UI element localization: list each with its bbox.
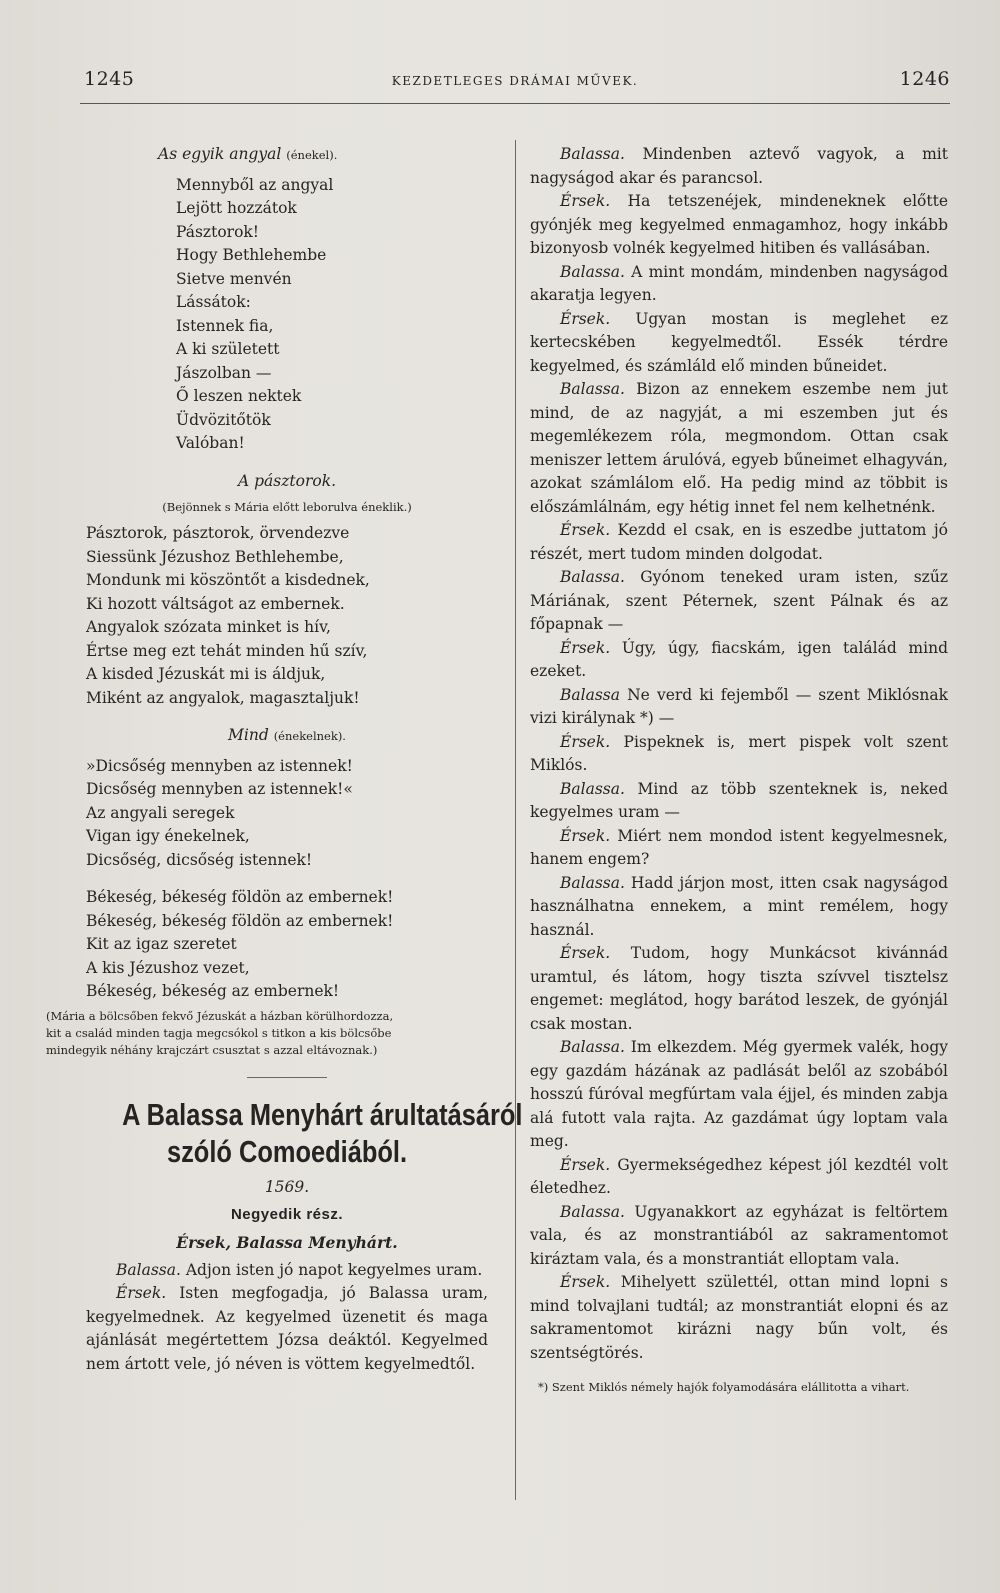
dialogue-paragraph bbox=[86, 1259, 488, 1283]
verse-line: Hogy Bethlehembe bbox=[176, 246, 327, 264]
all-verse-1 bbox=[86, 755, 488, 873]
dialogue-paragraph bbox=[530, 1036, 948, 1154]
verse-line: Ő leszen nektek bbox=[176, 387, 302, 405]
shepherds-direction: (Bejönnek s Mária előtt leborulva éneklik.) bbox=[162, 500, 412, 514]
speech-text: Ugyanakkort az egyházat is feltörtem vala, és az monstrantiából az sakramentomot kiráztam vala, és a monstrantiát elloptam vala. bbox=[530, 1202, 948, 1268]
dialogue-paragraph bbox=[530, 637, 948, 684]
speaker-name: Érsek. bbox=[560, 732, 611, 751]
speaker-name: Balassa. bbox=[560, 380, 625, 398]
verse-line: Angyalok szózata minket is hív, bbox=[86, 618, 331, 636]
part-heading: Negyedik rész. bbox=[230, 1206, 344, 1223]
speech-text: Im elkezdem. Még gyermek valék, hogy egy gazdám házának az padlását belől az szobából hosszú fúróval megfúrtam vala éjjel, és minden zabja alá futott vala rajta. Az gazdámat úgy loptam vala meg. bbox=[530, 1038, 948, 1150]
dialogue-paragraph bbox=[530, 942, 948, 1036]
speech-text: Ugyan mostan is meglehet ez kertecskében kegyelmedtől. Essék térdre kegyelmed, és számláld elő minden bűneidet. bbox=[530, 309, 948, 375]
dialogue-paragraph bbox=[530, 1201, 948, 1272]
left-column bbox=[46, 143, 523, 1376]
verse-line: Békeség, békeség az embernek! bbox=[86, 982, 340, 1000]
closing-direction bbox=[46, 1008, 488, 1059]
all-heading-line bbox=[86, 724, 488, 749]
verse-line: Az angyali seregek bbox=[86, 803, 235, 822]
dialogue-paragraph bbox=[530, 566, 948, 637]
section-rule bbox=[247, 1077, 327, 1078]
dialogue-paragraph bbox=[530, 778, 948, 825]
verse-line: A kis Jézushoz vezet, bbox=[86, 958, 250, 977]
dialogue-paragraph bbox=[530, 1154, 948, 1201]
dialogue-paragraph bbox=[530, 872, 948, 943]
verse-line: Békeség, békeség földön az embernek! bbox=[86, 888, 394, 906]
speaker-name: Balassa. bbox=[560, 145, 625, 163]
speaker-name: Balassa. bbox=[116, 1260, 181, 1279]
verse-line: Dicsőség mennyben az istennek!« bbox=[86, 780, 353, 798]
speech-text: Mindenben aztevő vagyok, a mit nagyságod akar és parancsol. bbox=[530, 145, 948, 187]
verse-line: Pásztorok! bbox=[176, 222, 260, 241]
dialogue-paragraph bbox=[86, 1282, 488, 1376]
verse-line: A ki született bbox=[176, 340, 280, 358]
speaker-name: Érsek. bbox=[560, 1155, 611, 1174]
verse-line: A kisded Jézuskát mi is áldjuk, bbox=[86, 665, 326, 683]
dialogue-paragraph bbox=[530, 261, 948, 308]
verse-line: »Dicsőség mennyben az istennek! bbox=[86, 756, 353, 775]
all-heading: Mind bbox=[228, 726, 269, 744]
dialogue-paragraph bbox=[530, 143, 948, 190]
verse-line: Értse meg ezt tehát minden hű szív, bbox=[86, 641, 368, 660]
speaker-name: Érsek. bbox=[560, 521, 611, 539]
direction-line: (Mária a bölcsőben fekvő Jézuskát a házban körülhordozza, bbox=[46, 1008, 394, 1023]
speaker-name: Balassa bbox=[560, 685, 620, 704]
angel-heading: As egyik angyal bbox=[158, 145, 282, 163]
cast-list: Érsek, Balassa Menyhárt. bbox=[176, 1233, 398, 1252]
verse-line: Ki hozott váltságot az embernek. bbox=[86, 594, 345, 613]
speaker-name: Balassa. bbox=[560, 1038, 625, 1056]
speech-text: Pispeknek is, mert pispek volt szent Miklós. bbox=[530, 732, 948, 774]
verse-line: Dicsőség, dicsőség istennek! bbox=[86, 850, 313, 869]
comedy-title-line-2: szóló Comoediából. bbox=[166, 1133, 408, 1169]
speech-text: Bizon az ennekem eszembe nem jut mind, de az nagyját, a mi eszemben jut és megemlékezem róla, megmondom. Ottan csak meniszer lettem árulóvá, egyeb bűneimet elhagyván, azokat számlálom elő. Ha pedig mind az többit is előszámlálnám, egy hétig innet fel nem kelhetnénk. bbox=[530, 380, 948, 516]
page-number-left: 1245 bbox=[84, 68, 135, 90]
verse-line: Sietve menvén bbox=[176, 269, 292, 288]
column-divider bbox=[515, 140, 516, 1500]
direction-line: mindegyik néhány krajczárt csusztat s azzal eltávoznak.) bbox=[46, 1042, 378, 1057]
verse-line: Siessünk Jézushoz Bethlehembe, bbox=[86, 547, 344, 566]
verse-line: Lássátok: bbox=[176, 293, 251, 311]
all-direction: (énekelnek). bbox=[273, 729, 346, 743]
dialogue-paragraph bbox=[530, 684, 948, 731]
speech-text: Úgy, úgy, fiacskám, igen találád mind ezeket. bbox=[530, 638, 948, 680]
dialogue-paragraph bbox=[530, 519, 948, 566]
page-number-right: 1246 bbox=[899, 68, 950, 90]
speech-text: Kezdd el csak, en is eszedbe juttatom jó részét, mert tudom minden dolgodat. bbox=[530, 521, 948, 563]
header-rule bbox=[80, 103, 950, 104]
speech-text: Miért nem mondod istent kegyelmesnek, hanem engem? bbox=[530, 826, 948, 868]
speech-text: Hadd járjon most, itten csak nagyságod használhatna ennekem, a mint remélem, hogy használ. bbox=[530, 873, 948, 939]
speaker-name: Érsek. bbox=[560, 1273, 611, 1291]
angel-heading-line bbox=[86, 143, 488, 168]
speaker-name: Balassa. bbox=[560, 873, 625, 892]
verse-line: Pásztorok, pásztorok, örvendezve bbox=[86, 524, 350, 542]
speaker-name: Érsek. bbox=[560, 944, 611, 962]
speaker-name: Érsek. bbox=[116, 1284, 167, 1302]
angel-direction: (énekel). bbox=[286, 148, 338, 162]
comedy-title-line-1: A Balassa Menyhárt árultatásáról bbox=[122, 1096, 523, 1132]
verse-line: Üdvözitőtök bbox=[176, 410, 271, 429]
speaker-name: Balassa. bbox=[560, 262, 625, 281]
speaker-name: Balassa. bbox=[560, 1202, 625, 1221]
right-dialogue bbox=[530, 143, 948, 1365]
verse-line: Vigan igy énekelnek, bbox=[86, 827, 250, 845]
speaker-name: Érsek. bbox=[560, 192, 611, 210]
verse-line: Kit az igaz szeretet bbox=[86, 935, 237, 953]
running-title: KEZDETLEGES DRÁMAI MŰVEK. bbox=[391, 74, 639, 88]
speaker-name: Balassa. bbox=[560, 779, 625, 798]
shepherds-verse bbox=[86, 522, 488, 710]
dialogue-paragraph bbox=[530, 825, 948, 872]
dialogue-paragraph bbox=[530, 1271, 948, 1365]
speech-text: Mind az több szenteknek is, neked kegyelmes uram — bbox=[530, 779, 948, 821]
footnote: *) Szent Miklós némely hajók folyamodására elállitotta a vihart. bbox=[538, 1380, 910, 1394]
verse-line: Istennek fia, bbox=[176, 316, 274, 335]
speaker-name: Érsek. bbox=[560, 638, 611, 657]
speech-text: Gyónom teneked uram isten, szűz Máriának, szent Péternek, szent Pálnak és az főpapnak — bbox=[530, 568, 948, 633]
speech-text: Tudom, hogy Munkácsot kivánnád uramtul, és látom, hogy tiszta szívvel tisztelsz engemet: meglátod, hogy barátod leszek, de gyónjál csak mostan. bbox=[530, 944, 948, 1033]
shepherds-heading: A pásztorok. bbox=[237, 471, 337, 490]
speech-text: Ha tetszenéjek, mindeneknek előtte gyónjék meg kegyelmed enmagamhoz, hogy inkább bizonyosb volnék kegyelmed hitiben és vallásában. bbox=[530, 192, 948, 257]
angel-verse bbox=[86, 174, 488, 456]
dialogue-paragraph bbox=[530, 731, 948, 778]
dialogue-paragraph bbox=[530, 308, 948, 379]
speech-text: Mihelyett születtél, ottan mind lopni s mind tolvajlani tudtál; az monstrantiát elopni és az sakramentomot kirázni nagy bűn volt, és szentségtörés. bbox=[530, 1273, 948, 1362]
verse-line: Mennyből az angyal bbox=[176, 175, 334, 194]
comedy-year: 1569. bbox=[264, 1177, 310, 1196]
speech-text: Gyermekségedhez képest jól kezdtél volt életedhez. bbox=[530, 1155, 948, 1197]
verse-line: Miként az angyalok, magasztaljuk! bbox=[86, 688, 360, 707]
speech-text: Adjon isten jó napot kegyelmes uram. bbox=[185, 1260, 483, 1279]
right-column bbox=[530, 143, 948, 1396]
verse-line: Jászolban — bbox=[176, 363, 272, 382]
all-verse-2 bbox=[86, 886, 488, 1004]
speech-text: Ne verd ki fejemből — szent Miklósnak vizi királynak *) — bbox=[530, 685, 948, 727]
speech-text: A mint mondám, mindenben nagyságod akaratja legyen. bbox=[530, 262, 948, 304]
dialogue-paragraph bbox=[530, 190, 948, 261]
verse-line: Lejött hozzátok bbox=[176, 199, 297, 217]
speech-text: Isten megfogadja, jó Balassa uram, kegyelmednek. Az kegyelmed üzenetit és maga ajánlását megértettem Józsa deáktól. Kegyelmed nem ártott vele, jó néven is vöttem kegyelmedtől. bbox=[86, 1284, 488, 1373]
speaker-name: Érsek. bbox=[560, 826, 611, 845]
speaker-name: Balassa. bbox=[560, 568, 625, 586]
dialogue-paragraph bbox=[530, 378, 948, 519]
verse-line: Mondunk mi köszöntőt a kisdednek, bbox=[86, 571, 370, 589]
verse-line: Valóban! bbox=[176, 434, 245, 452]
direction-line: kit a család minden tagja megcsókol s titkon a kis bölcsőbe bbox=[46, 1025, 392, 1040]
left-dialogue bbox=[86, 1259, 488, 1377]
page-header bbox=[80, 68, 950, 98]
speaker-name: Érsek. bbox=[560, 309, 611, 328]
verse-line: Békeség, békeség földön az embernek! bbox=[86, 911, 394, 930]
